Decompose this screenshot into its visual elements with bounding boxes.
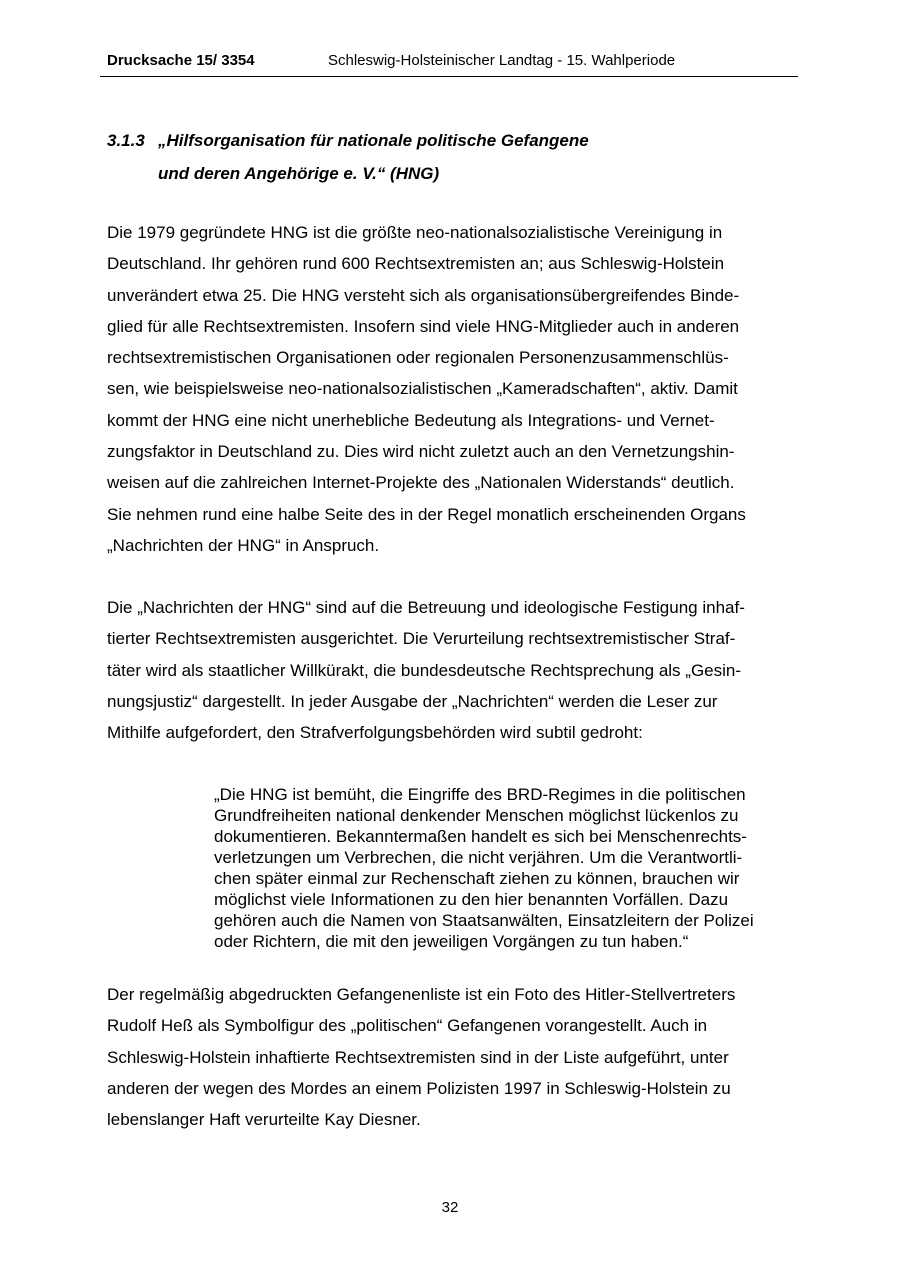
paragraph-3: [107, 979, 797, 1135]
text-line: Schleswig-Holstein inhaftierte Rechtsextremisten sind in der Liste aufgeführt, unter: [107, 1047, 729, 1067]
section-heading: [107, 124, 797, 190]
paragraph-1: [107, 217, 797, 561]
text-line: weisen auf die zahlreichen Internet-Projekte des „Nationalen Widerstands“ deutlich.: [107, 473, 735, 493]
page-number: 32: [441, 1199, 459, 1216]
quote-line: „Die HNG ist bemüht, die Eingriffe des BRD-Regimes in die politischen: [214, 785, 746, 804]
quote-line: gehören auch die Namen von Staatsanwälten, Einsatzleitern der Polizei: [214, 911, 754, 930]
text-line: zungsfaktor in Deutschland zu. Dies wird nicht zuletzt auch an den Vernetzungshin-: [107, 442, 735, 462]
text-line: tierter Rechtsextremisten ausgerichtet. Die Verurteilung rechtsextremistischer Straf-: [107, 629, 736, 649]
quote-line: Grundfreiheiten national denkender Menschen möglichst lückenlos zu: [214, 806, 739, 825]
text-line: „Nachrichten der HNG“ in Anspruch.: [107, 535, 380, 555]
paragraph-2: [107, 592, 797, 748]
text-line: glied für alle Rechtsextremisten. Insofern sind viele HNG-Mitglieder auch in anderen: [107, 316, 740, 336]
text-line: nungsjustiz“ dargestellt. In jeder Ausgabe der „Nachrichten“ werden die Leser zur: [107, 691, 718, 711]
quote-line: verletzungen um Verbrechen, die nicht verjähren. Um die Verantwortli-: [214, 848, 743, 867]
block-quote: [214, 784, 798, 952]
text-line: unverändert etwa 25. Die HNG versteht sich als organisationsübergreifendes Binde-: [107, 285, 740, 305]
quote-line: möglichst viele Informationen zu den hier benannten Vorfällen. Dazu: [214, 890, 729, 909]
page-header: [107, 52, 676, 69]
section-number: 3.1.3: [107, 131, 145, 150]
text-line: täter wird als staatlicher Willkürakt, die bundesdeutsche Rechtsprechung als „Gesin-: [107, 660, 742, 680]
section-title-line2: und deren Angehörige e. V.“ (HNG): [158, 164, 440, 183]
quote-line: oder Richtern, die mit den jeweiligen Vorgängen zu tun haben.“: [214, 932, 689, 951]
document-number: Drucksache 15/ 3354: [107, 52, 255, 69]
text-line: rechtsextremistischen Organisationen oder regionalen Personenzusammenschlüs-: [107, 348, 729, 368]
text-line: Die 1979 gegründete HNG ist die größte neo-nationalsozialistische Vereinigung in: [107, 223, 723, 242]
section-title-line1: „Hilfsorganisation für nationale politische Gefangene: [158, 131, 589, 150]
text-line: Rudolf Heß als Symbolfigur des „politischen“ Gefangenen vorangestellt. Auch in: [107, 1016, 708, 1036]
text-line: Sie nehmen rund eine halbe Seite des in der Regel monatlich erscheinenden Organs: [107, 504, 746, 524]
header-rule: [100, 76, 798, 77]
quote-line: chen später einmal zur Rechenschaft ziehen zu können, brauchen wir: [214, 869, 740, 888]
text-line: Mithilfe aufgefordert, den Strafverfolgungsbehörden wird subtil gedroht:: [107, 723, 643, 743]
quote-line: dokumentieren. Bekanntermaßen handelt es sich bei Menschenrechts-: [214, 827, 747, 846]
text-line: Deutschland. Ihr gehören rund 600 Rechtsextremisten an; aus Schleswig-Holstein: [107, 254, 725, 274]
text-line: lebenslanger Haft verurteilte Kay Diesner.: [107, 1110, 421, 1130]
text-line: sen, wie beispielsweise neo-nationalsozialistischen „Kameradschaften“, aktiv. Damit: [107, 379, 738, 399]
text-line: Der regelmäßig abgedruckten Gefangenenliste ist ein Foto des Hitler-Stellvertreters: [107, 985, 736, 1004]
header-title: Schleswig-Holsteinischer Landtag - 15. Wahlperiode: [328, 52, 676, 69]
text-line: Die „Nachrichten der HNG“ sind auf die Betreuung und ideologische Festigung inhaf-: [107, 598, 745, 617]
text-line: anderen der wegen des Mordes an einem Polizisten 1997 in Schleswig-Holstein zu: [107, 1078, 731, 1098]
text-line: kommt der HNG eine nicht unerhebliche Bedeutung als Integrations- und Vernet-: [107, 410, 715, 430]
